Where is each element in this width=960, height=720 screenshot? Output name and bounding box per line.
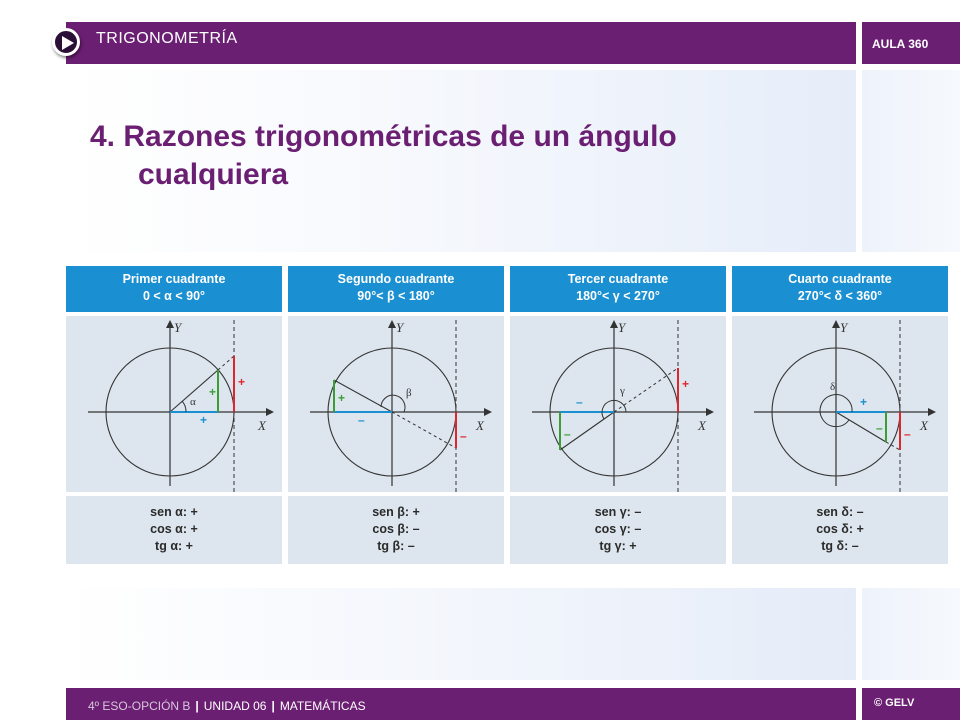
quadrant-diagram [510, 316, 726, 492]
sin-sign-text: sen δ: – [816, 505, 864, 519]
cos-sign: + [860, 395, 868, 409]
cos-sign: + [200, 413, 208, 427]
unit-circle-diagram [288, 316, 504, 492]
tan-sign: – [904, 427, 911, 441]
cos-sign: – [358, 413, 365, 427]
play-icon [61, 35, 75, 51]
brand-label: AULA 360 [872, 37, 929, 51]
section-title: TRIGONOMETRÍA [96, 30, 238, 47]
sign-summary [66, 496, 282, 564]
quadrant-header [288, 266, 504, 312]
angle-arc [381, 395, 405, 412]
title-panel-side [862, 70, 960, 252]
footer-course: 4º ESO-OPCIÓN B [88, 699, 191, 713]
quadrant-diagram [288, 316, 504, 492]
cos-sign: – [576, 395, 583, 409]
angle-label: α [190, 396, 196, 408]
footer-subject: MATEMÁTICAS [279, 699, 366, 713]
cos-sign-text: cos γ: – [594, 522, 642, 536]
tan-sign: + [238, 375, 246, 389]
tan-sign-text: tg α: + [155, 539, 193, 553]
quadrant-3 [510, 266, 726, 564]
quadrant-range: 270°< δ < 360° [797, 289, 883, 303]
y-axis-label: Y [174, 320, 182, 335]
quadrant-header [510, 266, 726, 312]
unit-circle-diagram [510, 316, 726, 492]
sin-sign-text: sen β: + [372, 505, 420, 519]
sin-sign: + [209, 385, 217, 399]
footer-separator: | [195, 699, 199, 713]
bottom-panel-side [862, 588, 960, 680]
unit-circle-diagram [66, 316, 282, 492]
quadrant-1 [66, 266, 282, 564]
bottom-panel [66, 588, 856, 680]
quadrant-figure [66, 266, 948, 564]
y-axis-label: Y [840, 320, 848, 335]
quadrant-range: 90°< β < 180° [357, 289, 435, 303]
cos-sign-text: cos δ: + [816, 522, 864, 536]
x-axis-label: X [476, 418, 484, 433]
quadrant-diagram [732, 316, 948, 492]
tan-sign-text: tg γ: + [599, 539, 637, 553]
x-axis-label: X [698, 418, 706, 433]
tan-sign: + [682, 377, 690, 391]
quadrant-range: 0 < α < 90° [142, 289, 206, 303]
sin-sign: – [564, 427, 571, 441]
angle-label: δ [830, 381, 836, 393]
sign-summary [510, 496, 726, 564]
tan-sign: – [460, 429, 467, 443]
quadrant-2 [288, 266, 504, 564]
tan-sign-text: tg δ: – [821, 539, 859, 553]
sign-summary [732, 496, 948, 564]
cos-sign-text: cos β: – [372, 522, 420, 536]
angle-label: γ [620, 385, 625, 397]
quadrant-heading: Tercer cuadrante [567, 272, 669, 286]
quadrant-heading: Segundo cuadrante [337, 272, 455, 286]
sin-sign: – [876, 421, 883, 435]
y-axis-label: Y [618, 320, 626, 335]
quadrant-diagram [66, 316, 282, 492]
footer-separator: | [271, 699, 275, 713]
quadrant-heading: Cuarto cuadrante [788, 272, 892, 286]
sin-sign-text: sen γ: – [594, 505, 642, 519]
tan-sign-text: tg β: – [377, 539, 415, 553]
y-axis-label: Y [396, 320, 404, 335]
copyright: © GELV [874, 697, 915, 709]
sin-sign: + [338, 391, 346, 405]
x-axis-label: X [258, 418, 266, 433]
quadrant-heading: Primer cuadrante [122, 272, 226, 286]
angle-arc [182, 401, 186, 412]
quadrant-4 [732, 266, 948, 564]
quadrant-header [732, 266, 948, 312]
play-button[interactable] [52, 28, 80, 56]
cos-sign-text: cos α: + [150, 522, 198, 536]
angle-label: β [406, 387, 412, 399]
footer-breadcrumb [88, 699, 366, 713]
x-axis-label: X [920, 418, 928, 433]
unit-circle-diagram [732, 316, 948, 492]
sin-sign-text: sen α: + [150, 505, 198, 519]
quadrant-range: 180°< γ < 270° [576, 289, 660, 303]
quadrant-header [66, 266, 282, 312]
sign-summary [288, 496, 504, 564]
footer-unit: UNIDAD 06 [203, 699, 267, 713]
page-title: 4. Razones trigonométricas de un ángulo cualquiera [90, 120, 677, 191]
